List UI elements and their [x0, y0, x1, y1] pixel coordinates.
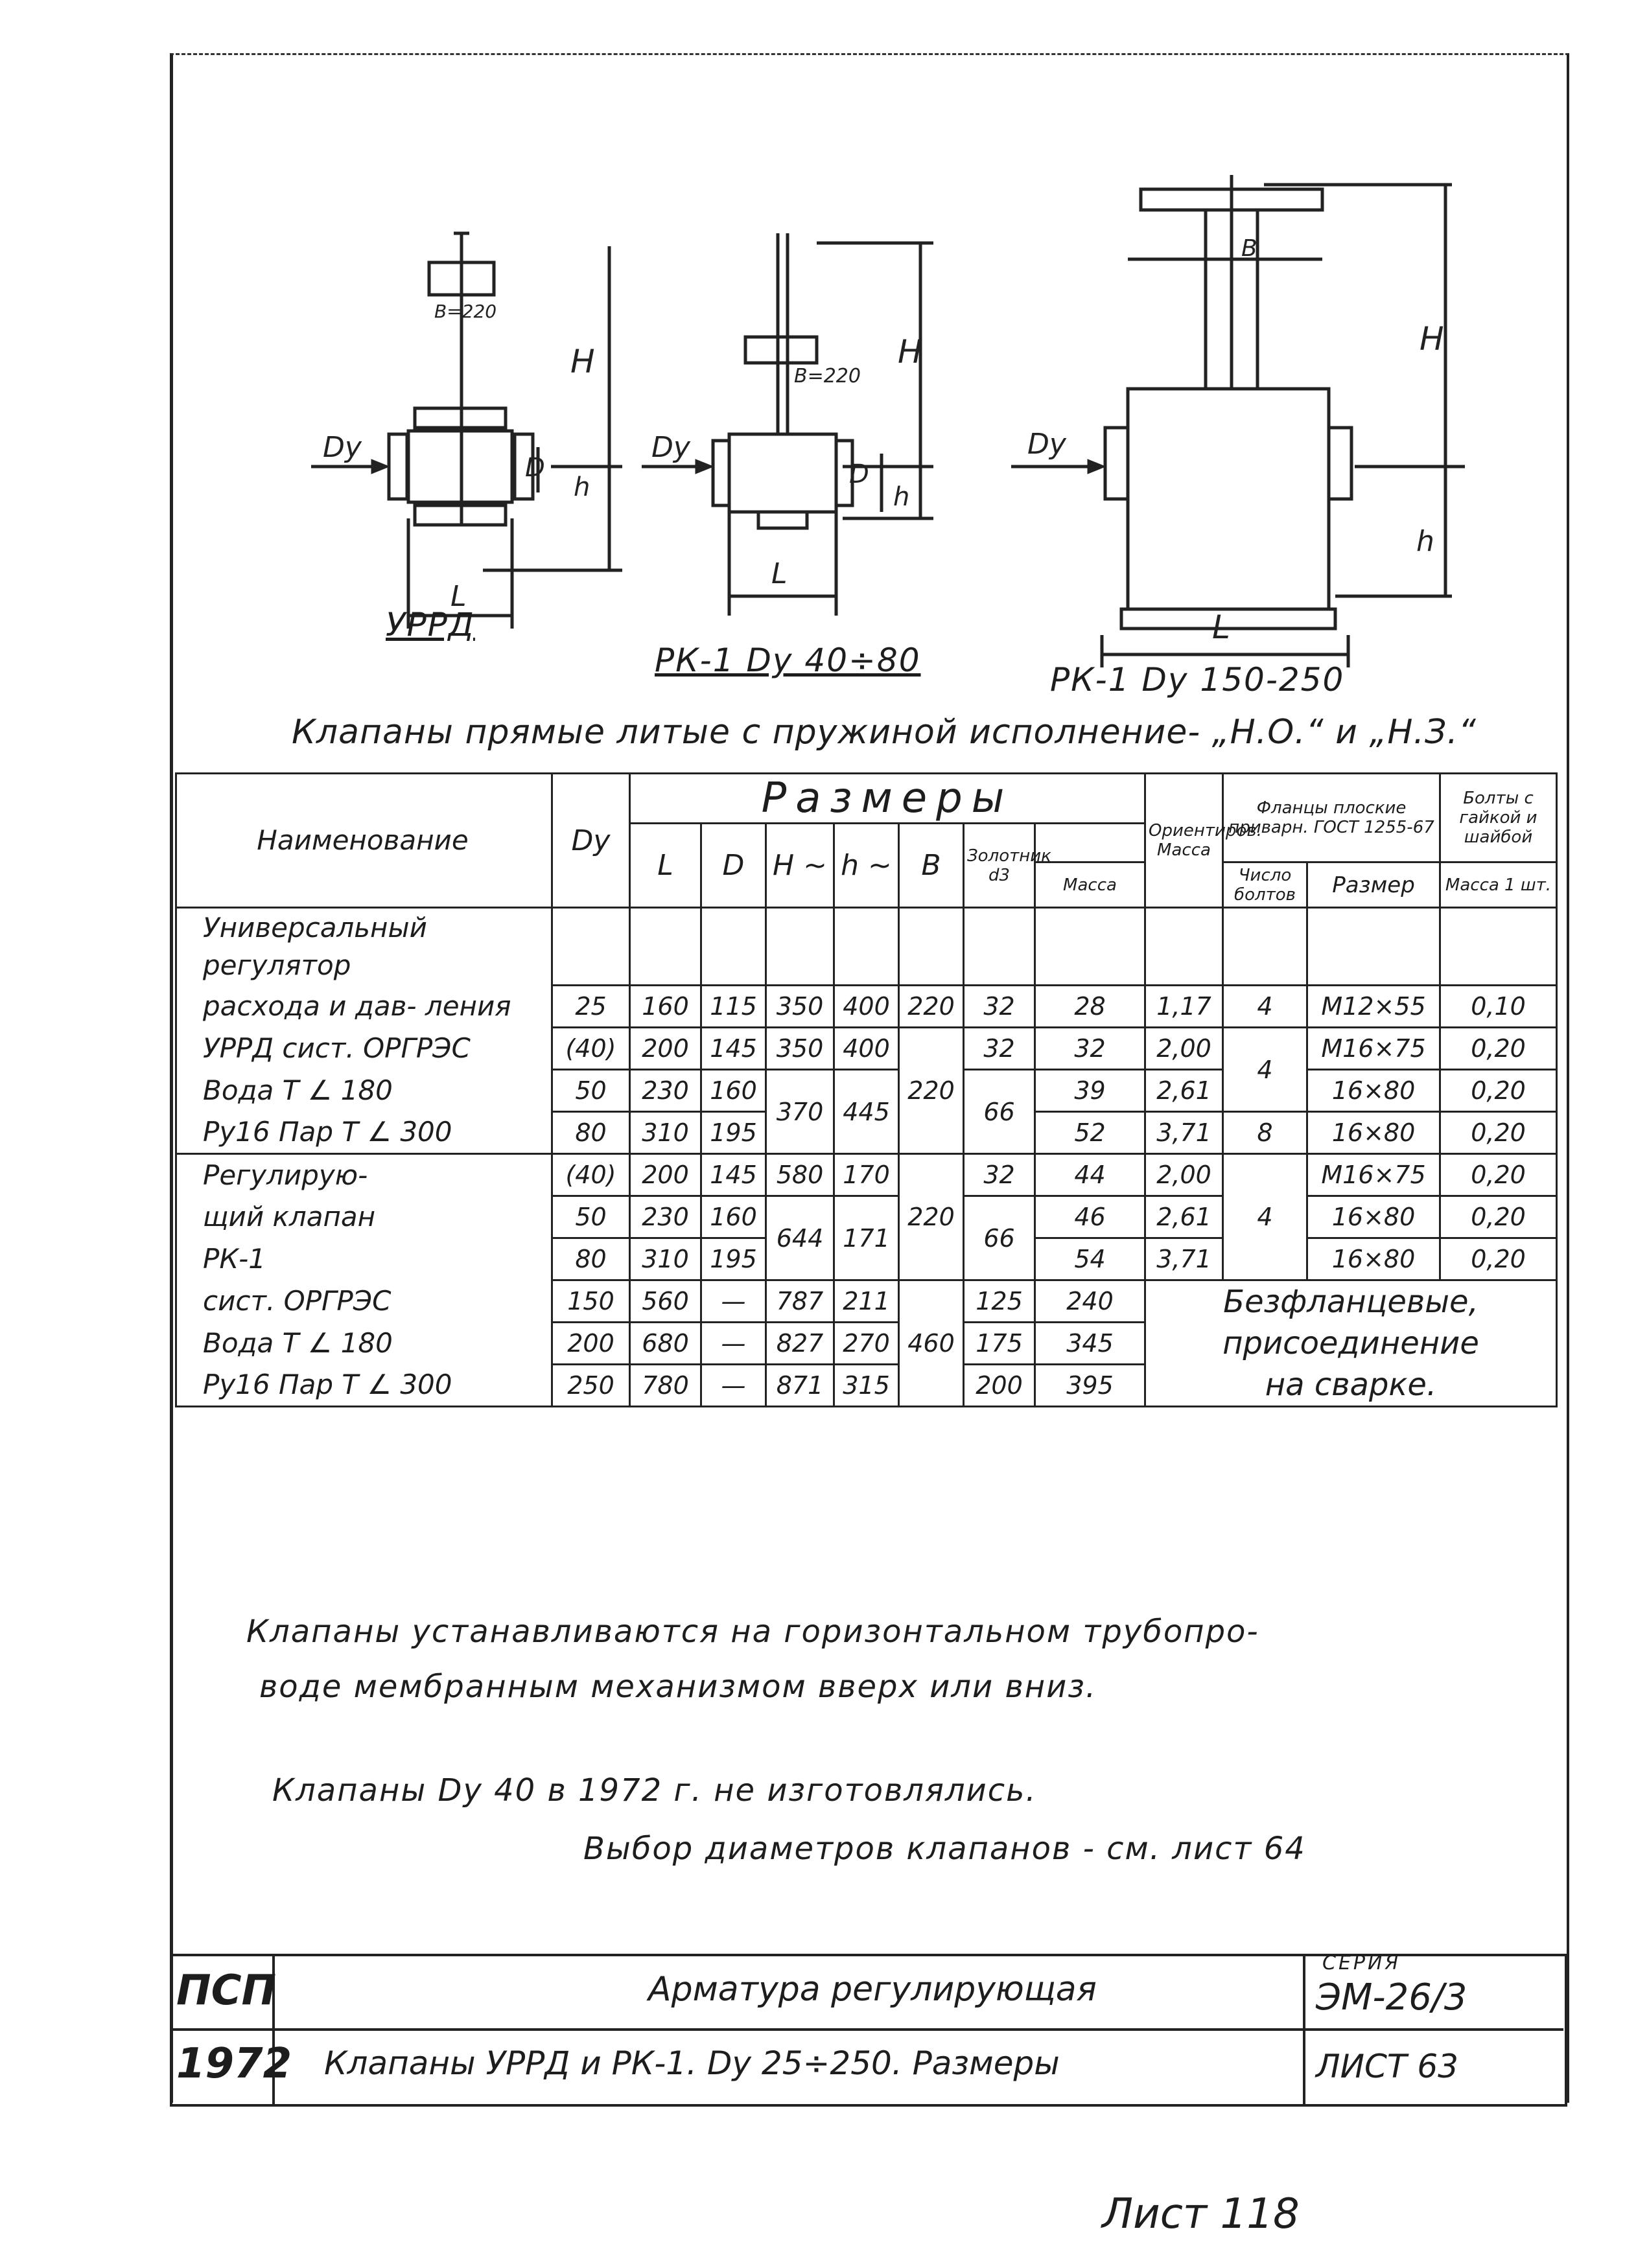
doc-title-1: Арматура регулирующая: [648, 1970, 1097, 2009]
table-cell: M16×75: [1307, 1154, 1440, 1196]
table-cell: 80: [552, 1112, 630, 1154]
table-cell: 16×80: [1307, 1112, 1440, 1154]
caption-rk1-small: РК-1 Dу 40÷80: [655, 642, 921, 679]
table-cell: —: [701, 1365, 766, 1407]
table-cell: 195: [701, 1238, 766, 1280]
table-cell: 0,20: [1440, 1070, 1557, 1112]
table-cell: 32: [964, 986, 1035, 1028]
urrd-flow-label: Dу: [323, 431, 362, 464]
table-cell: 1,17: [1145, 986, 1223, 1028]
table-cell: 52: [1035, 1112, 1145, 1154]
urrd-L-label: L: [450, 580, 467, 613]
table-cell: 871: [766, 1365, 834, 1407]
table-cell: 270: [834, 1323, 899, 1365]
table-cell: 560: [630, 1280, 701, 1323]
table-cell: 16×80: [1307, 1238, 1440, 1280]
rk1s-L-label: L: [771, 557, 788, 590]
table-cell: 0,20: [1440, 1238, 1557, 1280]
rk1l-flow-label: Dу: [1027, 428, 1066, 461]
table-cell: 54: [1035, 1238, 1145, 1280]
header-L: L: [630, 824, 701, 908]
header-bolts: Болты с гайкой и шайбой: [1440, 774, 1557, 862]
header-flange-mass: Масса: [1035, 862, 1145, 908]
rk1s-h-label: h: [893, 482, 910, 512]
header-mass: Ориентиров. Масса: [1145, 774, 1223, 908]
table-cell: 3,71: [1145, 1238, 1223, 1280]
header-flanges: Фланцы плоские приварн. ГОСТ 1255-67: [1223, 774, 1440, 862]
table-cell: 680: [630, 1323, 701, 1365]
table-cell: 125: [964, 1280, 1035, 1323]
rk1s-D-label: D: [849, 459, 869, 489]
table-cell: 230: [630, 1196, 701, 1238]
g2-name-4: сист. ОРГРЭС: [176, 1280, 552, 1323]
table-cell: 220: [899, 986, 964, 1028]
rk1l-h-label: h: [1416, 525, 1434, 558]
table-cell: 66: [964, 1196, 1035, 1280]
g1-name-4: Вода Т ∠ 180: [176, 1070, 552, 1112]
header-h: h ~: [834, 824, 899, 908]
org-code: ПСП: [176, 1967, 277, 2015]
g1-name-2: расхода и дав- ления: [176, 986, 552, 1028]
table-cell: 2,00: [1145, 1028, 1223, 1070]
table-cell: 115: [701, 986, 766, 1028]
table-cell: 2,61: [1145, 1196, 1223, 1238]
table-cell: 8: [1223, 1112, 1307, 1154]
table-cell: 250: [552, 1365, 630, 1407]
table-cell: 395: [1035, 1365, 1145, 1407]
table-cell: 145: [701, 1154, 766, 1196]
g2-name-6: Рy16 Пар Т ∠ 300: [176, 1365, 552, 1407]
header-name: Наименование: [176, 774, 552, 908]
note-line-3: Клапаны Dу 40 в 1972 г. не изготовлялись.: [272, 1772, 1037, 1809]
series-label: СЕРИЯ: [1322, 1952, 1401, 1974]
table-cell: 39: [1035, 1070, 1145, 1112]
table-cell: —: [701, 1280, 766, 1323]
table-cell: 32: [964, 1154, 1035, 1196]
table-cell: 310: [630, 1238, 701, 1280]
table-cell: 50: [552, 1196, 630, 1238]
note-line-1: Клапаны устанавливаются на горизонтальном трубопро-: [246, 1614, 1259, 1650]
table-cell: 44: [1035, 1154, 1145, 1196]
table-cell: 345: [1035, 1323, 1145, 1365]
note-line-2: воде мембранным механизмом вверх или вниз.: [259, 1669, 1097, 1705]
valve-sketches-svg: [0, 0, 1625, 713]
table-cell: 644: [766, 1196, 834, 1280]
table-cell: 780: [630, 1365, 701, 1407]
table-cell: 150: [552, 1280, 630, 1323]
urrd-H-label: H: [570, 343, 595, 380]
spec-table: [175, 772, 1558, 1407]
header-bolt-mass: Масса 1 шт.: [1440, 862, 1557, 908]
table-cell: 16×80: [1307, 1196, 1440, 1238]
table-cell: 0,20: [1440, 1028, 1557, 1070]
table-cell: 4: [1223, 986, 1307, 1028]
rk1s-flow-label: Dу: [651, 431, 690, 464]
table-cell: 171: [834, 1196, 899, 1280]
note-line-4: Выбор диаметров клапанов - см. лист 64: [583, 1831, 1306, 1867]
g1-name-3: УРРД сист. ОРГРЭС: [176, 1028, 552, 1070]
table-cell: 350: [766, 986, 834, 1028]
table-cell: 445: [834, 1070, 899, 1154]
g2-name-3: РК-1: [176, 1238, 552, 1280]
series-code: ЭМ-26/3: [1316, 1976, 1467, 2019]
urrd-h-label: h: [574, 472, 590, 502]
table-cell: (40): [552, 1028, 630, 1070]
table-cell: —: [701, 1323, 766, 1365]
rk1l-B-label: B: [1241, 235, 1257, 262]
sheet-number: ЛИСТ 63: [1316, 2048, 1458, 2085]
header-bolt-size: Размер: [1307, 862, 1440, 908]
table-cell: 2,00: [1145, 1154, 1223, 1196]
caption-rk1-large: РК-1 Dу 150-250: [1050, 661, 1345, 699]
table-cell: 220: [899, 1028, 964, 1154]
table-cell: 230: [630, 1070, 701, 1112]
title-block-divider: [170, 2028, 1563, 2031]
table-cell: 145: [701, 1028, 766, 1070]
table-cell: 370: [766, 1070, 834, 1154]
table-cell: 175: [964, 1323, 1035, 1365]
caption-urrd: УРРД: [386, 606, 475, 643]
table-cell: 350: [766, 1028, 834, 1070]
header-sizes: Размеры: [630, 774, 1145, 824]
table-cell: 28: [1035, 986, 1145, 1028]
g2-name-2: щий клапан: [176, 1196, 552, 1238]
table-cell: M12×55: [1307, 986, 1440, 1028]
table-cell: 400: [834, 1028, 899, 1070]
table-cell: 827: [766, 1323, 834, 1365]
table-cell: 211: [834, 1280, 899, 1323]
table-cell: 2,61: [1145, 1070, 1223, 1112]
table-cell: 195: [701, 1112, 766, 1154]
urrd-D-label: D: [525, 453, 545, 483]
table-cell: 200: [552, 1323, 630, 1365]
header-H: H ~: [766, 824, 834, 908]
rk1s-B-label: B=220: [794, 365, 861, 388]
year: 1972: [176, 2040, 292, 2088]
table-cell: 16×80: [1307, 1070, 1440, 1112]
table-cell: 787: [766, 1280, 834, 1323]
table-cell: 0,20: [1440, 1112, 1557, 1154]
table-cell: 160: [630, 986, 701, 1028]
table-cell: 50: [552, 1070, 630, 1112]
g1-name-1: Универсальный регулятор: [176, 908, 552, 986]
header-flange-bolts: Число болтов: [1223, 862, 1307, 908]
header-dy: Dу: [552, 774, 630, 908]
table-cell: (40): [552, 1154, 630, 1196]
table-cell: 310: [630, 1112, 701, 1154]
table-title: Клапаны прямые литые с пружиной исполнение- „Н.О.“ и „Н.З.“: [292, 713, 1477, 752]
g2-name-1: Регулирую-: [176, 1154, 552, 1196]
table-cell: 460: [899, 1280, 964, 1407]
table-cell: M16×75: [1307, 1028, 1440, 1070]
table-cell: 200: [964, 1365, 1035, 1407]
table-cell: 0,10: [1440, 986, 1557, 1028]
urrd-B-label: B=220: [434, 301, 497, 322]
table-cell: 160: [701, 1196, 766, 1238]
table-cell: 4: [1223, 1154, 1307, 1280]
table-cell: 4: [1223, 1028, 1307, 1112]
header-d3: Золотник d3: [964, 824, 1035, 908]
g2-name-5: Вода Т ∠ 180: [176, 1323, 552, 1365]
table-cell: 160: [701, 1070, 766, 1112]
table-cell: 66: [964, 1070, 1035, 1154]
table-cell: 25: [552, 986, 630, 1028]
table-cell: 200: [630, 1154, 701, 1196]
table-cell: 80: [552, 1238, 630, 1280]
table-cell: 32: [1035, 1028, 1145, 1070]
doc-title-2: Клапаны УРРД и РК-1. Dу 25÷250. Размеры: [324, 2044, 1060, 2082]
table-cell: 0,20: [1440, 1196, 1557, 1238]
table-cell: 0,20: [1440, 1154, 1557, 1196]
handwritten-sheet-mark: Лист 118: [1102, 2190, 1300, 2238]
rk1l-L-label: L: [1212, 608, 1230, 646]
table-cell: 3,71: [1145, 1112, 1223, 1154]
rk1s-H-label: H: [898, 333, 922, 371]
table-cell: 315: [834, 1365, 899, 1407]
table-cell: 580: [766, 1154, 834, 1196]
table-cell: 46: [1035, 1196, 1145, 1238]
table-cell: 220: [899, 1154, 964, 1280]
flangeless-note: Безфланцевые, присоединение на сварке.: [1145, 1280, 1557, 1407]
table-cell: 240: [1035, 1280, 1145, 1323]
header-B: B: [899, 824, 964, 908]
table-cell: 200: [630, 1028, 701, 1070]
table-cell: 170: [834, 1154, 899, 1196]
rk1l-H-label: H: [1420, 320, 1444, 358]
g1-name-5: Рy16 Пар Т ∠ 300: [176, 1112, 552, 1154]
table-cell: 400: [834, 986, 899, 1028]
header-D: D: [701, 824, 766, 908]
table-cell: 32: [964, 1028, 1035, 1070]
